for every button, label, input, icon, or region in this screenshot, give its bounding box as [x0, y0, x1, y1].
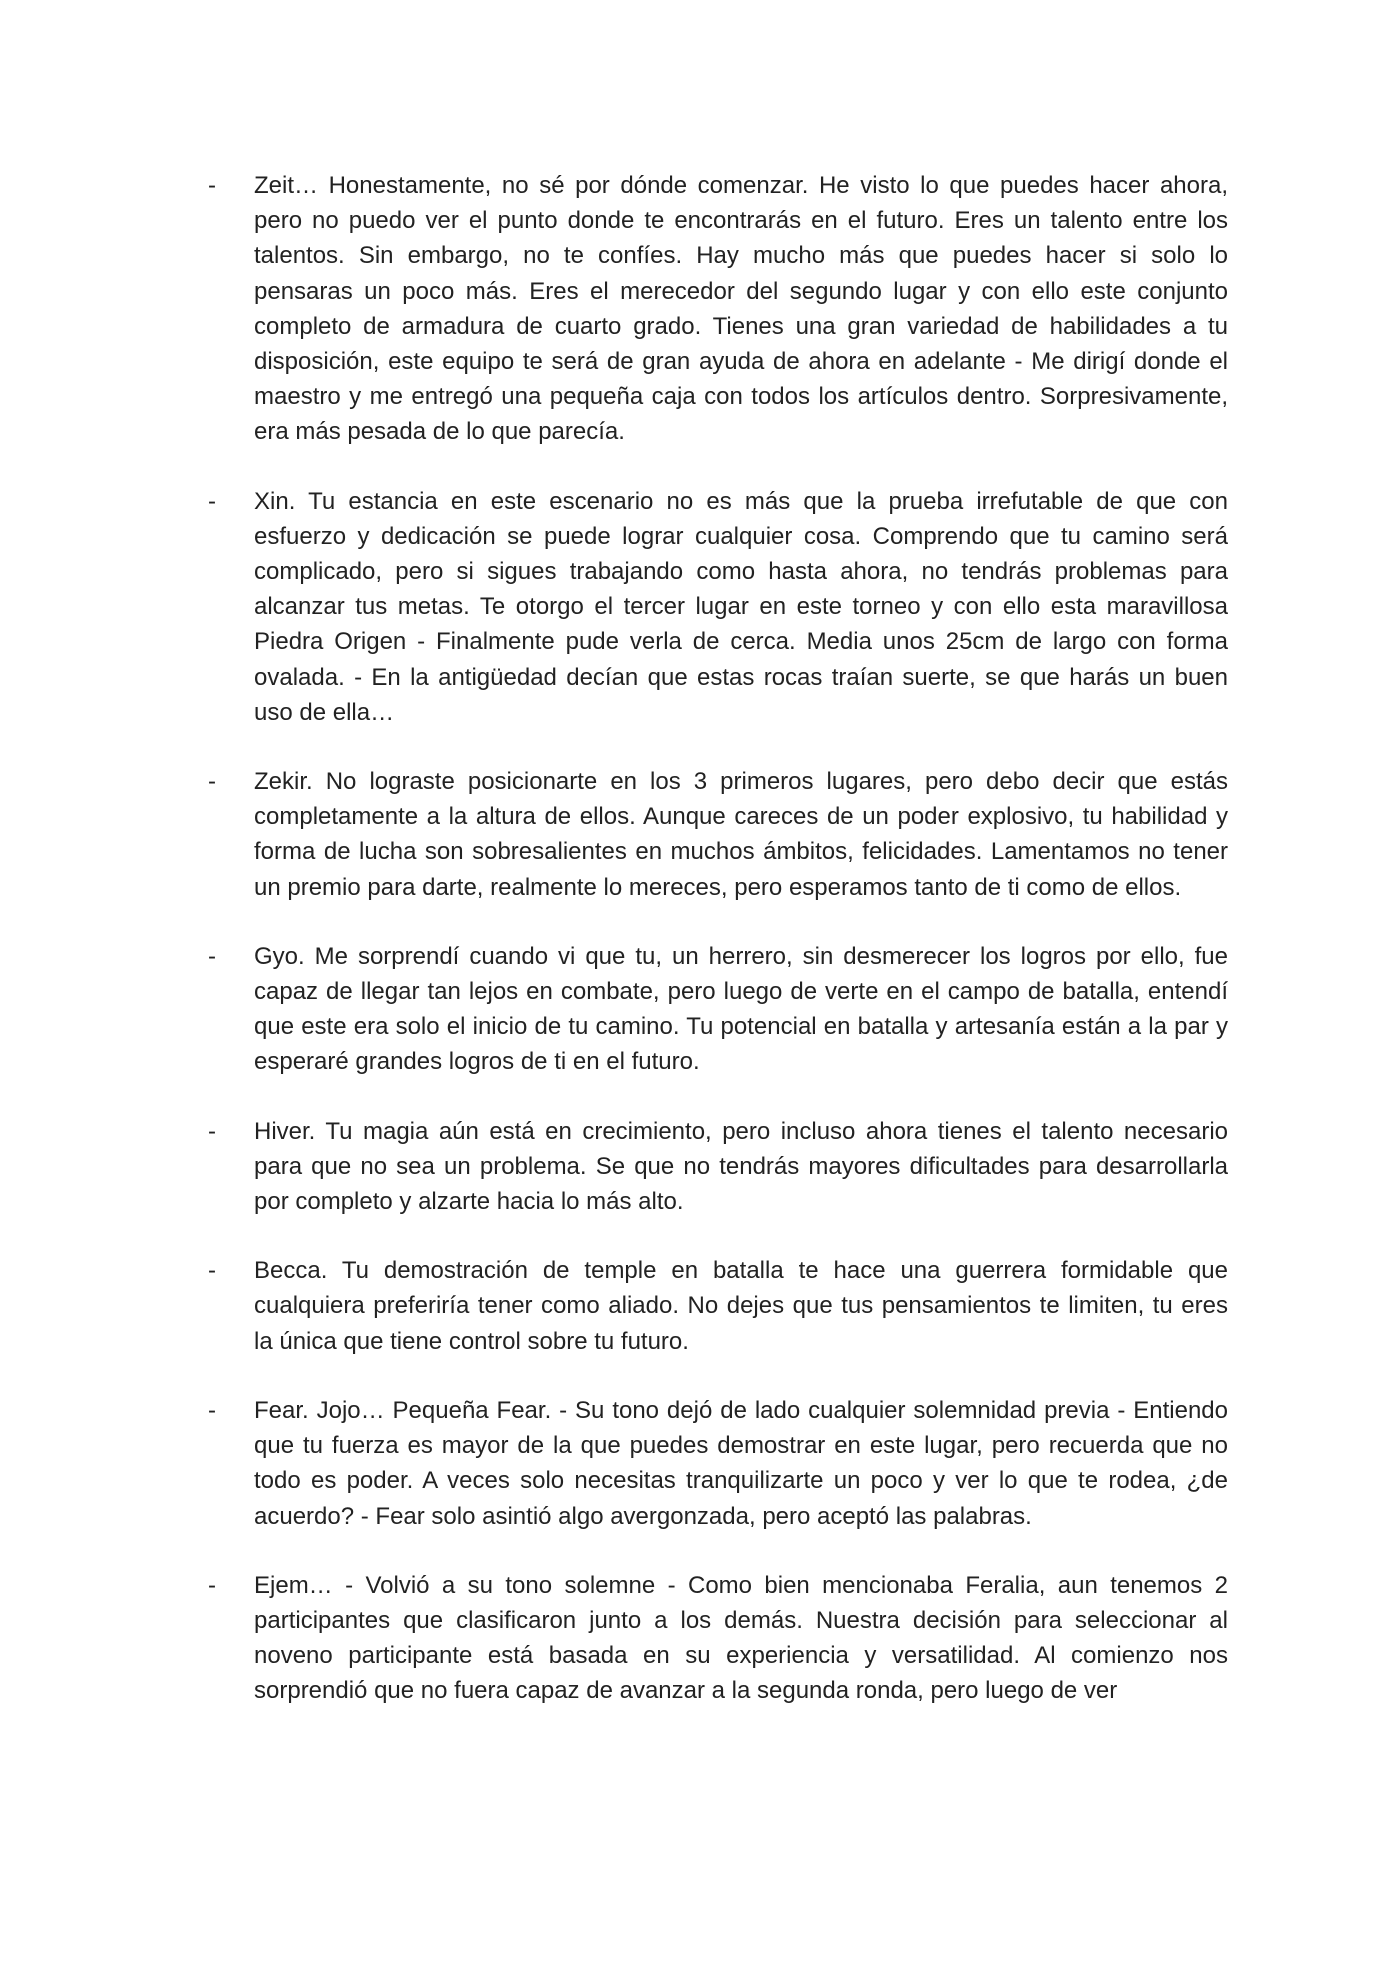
list-item: [208, 1393, 1228, 1534]
document-body: [208, 168, 1228, 1743]
paragraph-becca: Becca. Tu demostración de temple en batalla te hace una guerrera formidable que cualquiera preferiría tener como aliado. No dejes que tus pensamientos te limiten, tu eres la única que tiene control sobre tu futuro.: [254, 1257, 1228, 1355]
paragraph-hiver: Hiver. Tu magia aún está en crecimiento, pero incluso ahora tienes el talento necesario para que no sea un problema. Se que no tendrás mayores dificultades para desarrollarla por completo y alzarte hacia lo más alto.: [254, 1117, 1228, 1216]
bullet-dash: -: [208, 1571, 216, 1599]
paragraph-zeit: Zeit… Honestamente, no sé por dónde comenzar. He visto lo que puedes hacer ahora, pero no puedo ver el punto donde te encontrarás en el futuro. Eres un talento entre los talentos. Sin embargo, no te confíes. Hay mucho más que puedes hacer si solo lo pensaras un poco más. Eres el merecedor del segundo lugar y con ello este conjunto completo de armadura de cuarto grado. Tienes una gran variedad de habilidades a tu disposición, este equipo te será de gran ayuda de ahora en adelante - Me dirigí donde el maestro y me entregó una pequeña caja con todos los artículos dentro. Sorpresivamente, era más pesada de lo que parecía.: [254, 172, 1228, 446]
bullet-dash: -: [208, 172, 216, 199]
paragraph-zekir: Zekir. No lograste posicionarte en los 3 primeros lugares, pero debo decir que estás completamente a la altura de ellos. Aunque careces de un poder explosivo, tu habilidad y forma de lucha son sobresalientes en muchos ámbitos, felicidades. Lamentamos no tener un premio para darte, realmente lo mereces, pero esperamos tanto de ti como de ellos.: [254, 768, 1228, 901]
list-item: [208, 939, 1228, 1080]
list-item: [208, 484, 1228, 730]
list-item: [208, 168, 1228, 450]
list-item: [208, 764, 1228, 905]
paragraph-gyo: Gyo. Me sorprendí cuando vi que tu, un herrero, sin desmerecer los logros por ello, fue capaz de llegar tan lejos en combate, pero luego de verte en el campo de batalla, entendí que este era solo el inicio de tu camino. Tu potencial en batalla y artesanía están a la par y esperaré grandes logros de ti en el futuro.: [254, 942, 1228, 1076]
paragraph-fear: Fear. Jojo… Pequeña Fear. - Su tono dejó de lado cualquier solemnidad previa - Entiendo que tu fuerza es mayor de la que puedes demostrar en este lugar, pero recuerda que no todo es poder. A veces solo necesitas tranquilizarte un poco y ver lo que te rodea, ¿de acuerdo? - Fear solo asintió algo avergonzada, pero aceptó las palabras.: [254, 1396, 1228, 1530]
list-item: [208, 1114, 1228, 1220]
bullet-dash: -: [208, 487, 216, 515]
bullet-dash: -: [208, 1117, 216, 1145]
paragraph-xin: Xin. Tu estancia en este escenario no es más que la prueba irrefutable de que con esfuerzo y dedicación se puede lograr cualquier cosa. Comprendo que tu camino será complicado, pero si sigues trabajando como hasta ahora, no tendrás problemas para alcanzar tus metas. Te otorgo el tercer lugar en este torneo y con ello esta maravillosa Piedra Origen - Finalmente pude verla de cerca. Media unos 25cm de largo con forma ovalada. - En la antigüedad decían que estas rocas traían suerte, se que harás un buen uso de ella…: [254, 487, 1228, 726]
list-item: [208, 1253, 1228, 1359]
bullet-dash: -: [208, 1396, 216, 1424]
bullet-dash: -: [208, 1257, 216, 1285]
list-item: [208, 1568, 1228, 1709]
bullet-dash: -: [208, 768, 216, 796]
bullet-dash: -: [208, 942, 216, 970]
paragraph-ejem: Ejem… - Volvió a su tono solemne - Como bien mencionaba Feralia, aun tenemos 2 participantes que clasificaron junto a los demás. Nuestra decisión para seleccionar al noveno participante está basada en su experiencia y versatilidad. Al comienzo nos sorprendió que no fuera capaz de avanzar a la segunda ronda, pero luego de ver: [254, 1571, 1228, 1705]
